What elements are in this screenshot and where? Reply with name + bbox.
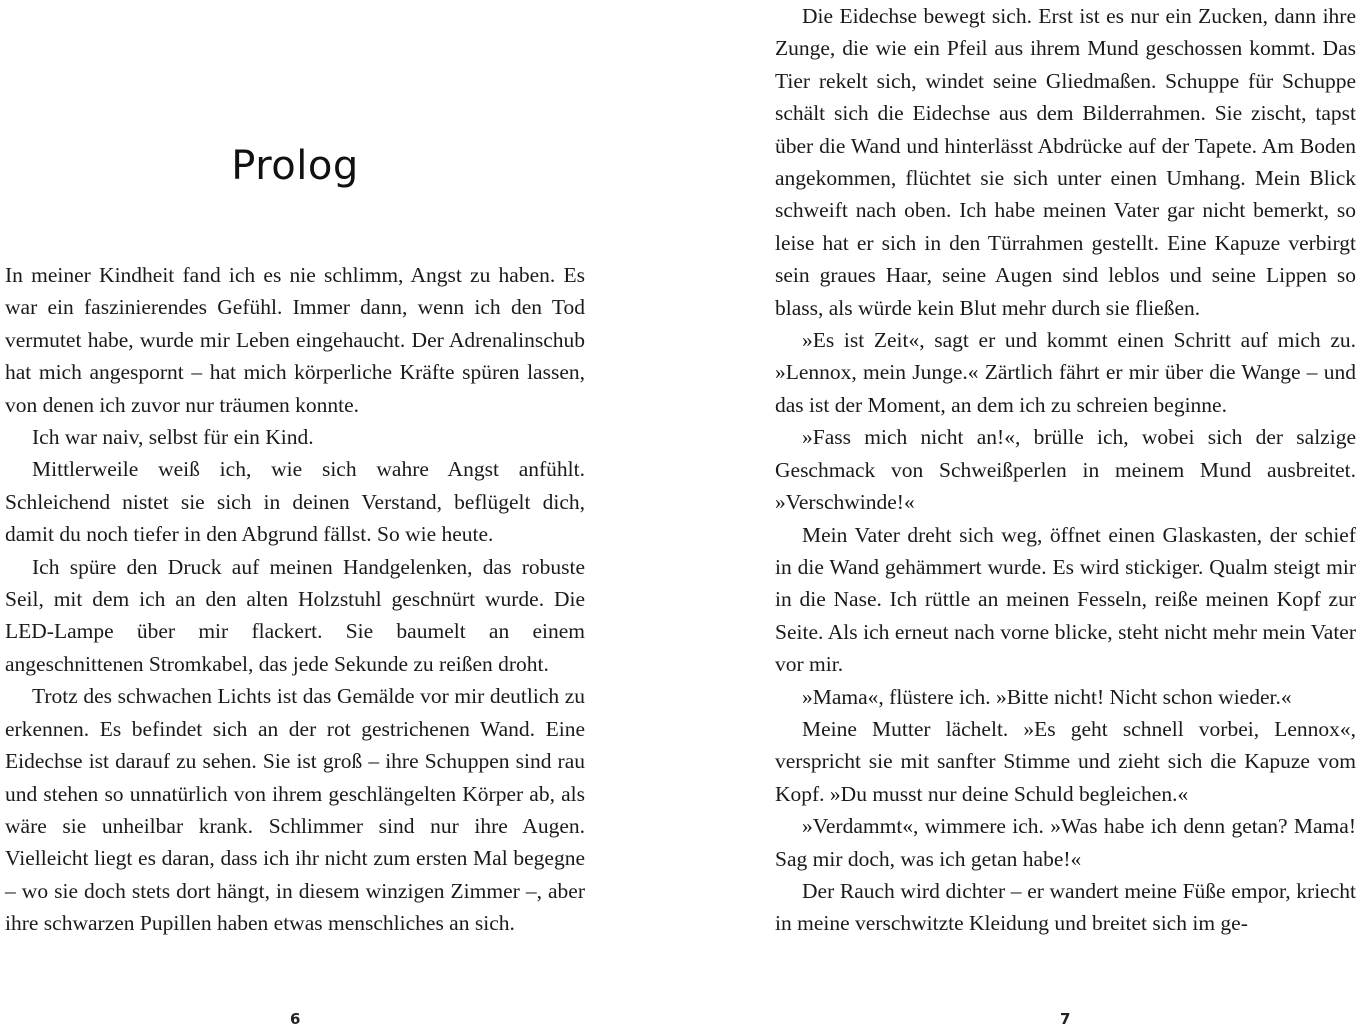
paragraph: »Mama«, flüstere ich. »Bitte nicht! Nicht schon wieder.«: [802, 684, 1292, 709]
paragraph: Ich war naiv, selbst für ein Kind.: [32, 425, 314, 450]
paragraph: Der Rauch wird dichter – er wandert meine Füße empor, kriecht in meine verschwitzte Kleidung und breitet sich im ge-: [775, 878, 1356, 936]
paragraph: »Es ist Zeit«, sagt er und kommt einen Schritt auf mich zu. »Lennox, mein Junge.« Zärtlich fährt er mir über die Wange – und das ist der Moment, an dem ich zu schreien beginne.: [775, 328, 1356, 417]
right-page: [680, 0, 1360, 1032]
paragraph: Trotz des schwachen Lichts ist das Gemälde vor mir deutlich zu erkennen. Es befindet sich an der rot gestrichenen Wand. Eine Eidechse ist darauf zu sehen. Sie ist groß – ihre Schuppen sind rau und stehen so unnatürlich von ihrem geschlängelten Körper ab, als wäre sie unheilbar krank. Schlimmer sind nur ihre Augen. Vielleicht liegt es daran, dass ich ihr nicht zum ersten Mal begegne – wo sie doch stets dort hängt, in diesem winzigen Zimmer –, aber ihre schwarzen Pupillen haben etwas menschliches an sich.: [5, 684, 585, 936]
paragraph: Ich spüre den Druck auf meinen Handgelenken, das robuste Seil, mit dem ich an den alten Holzstuhl geschnürt wurde. Die LED-Lampe über mir flackert. Sie baumelt an einem angeschnittenen Stromkabel, das jede Sekunde zu reißen droht.: [5, 554, 585, 676]
paragraph: Mein Vater dreht sich weg, öffnet einen Glaskasten, der schief in die Wand gehämmert wurde. Es wird stickiger. Qualm steigt mir in die Nase. Ich rüttle an meinen Fesseln, reiße meinen Kopf zur Seite. Als ich erneut nach vorne blicke, steht nicht mehr mein Vater vor mir.: [775, 522, 1356, 677]
paragraph: Meine Mutter lächelt. »Es geht schnell vorbei, Lennox«, verspricht sie mit sanfter Stimme und zieht sich die Kapuze vom Kopf. »Du musst nur deine Schuld begleichen.«: [775, 716, 1356, 806]
page-number: 6: [290, 1010, 301, 1028]
paragraph: In meiner Kindheit fand ich es nie schlimm, Angst zu haben. Es war ein faszinierendes Gefühl. Immer dann, wenn ich den Tod vermutet habe, wurde mir Leben eingehaucht. Der Adrenalinschub hat mich angespornt – hat mich körperliche Kräfte spüren lassen, von denen ich zuvor nur träumen konnte.: [5, 263, 585, 417]
paragraph: Die Eidechse bewegt sich. Erst ist es nur ein Zucken, dann ihre Zunge, die wie ein Pfeil aus ihrem Mund geschossen kommt. Das Tier rekelt sich, windet seine Gliedmaßen. Schuppe für Schuppe schält sich die Eidechse aus dem Bilderrahmen. Sie zischt, tapst über die Wand und hinterlässt Abdrücke auf der Tapete. Am Boden angekommen, flüchtet sie sich unter einen Umhang. Mein Blick schweift nach oben. Ich habe meinen Vater gar nicht bemerkt, so leise hat er sich in den Türrahmen gestellt. Eine Kapuze verbirgt sein graues Haar, seine Augen sind leblos und seine Lippen so blass, als würde kein Blut mehr durch sie fließen.: [775, 4, 1356, 320]
page-number: 7: [1060, 1010, 1071, 1028]
paragraph: »Verdammt«, wimmere ich. »Was habe ich denn getan? Mama! Sag mir doch, was ich getan habe!«: [775, 814, 1356, 871]
paragraph: »Fass mich nicht an!«, brülle ich, wobei sich der salzige Geschmack von Schweißperlen in meinem Mund ausbreitet. »Verschwinde!«: [775, 425, 1356, 515]
paragraph: Mittlerweile weiß ich, wie sich wahre Angst anfühlt. Schleichend nistet sie sich in deinen Verstand, beflügelt dich, damit du noch tiefer in den Abgrund fällst. So wie heute.: [5, 457, 585, 547]
chapter-title: Prolog: [231, 142, 359, 189]
right-page-text: [775, 0, 1356, 940]
left-page-text: [5, 259, 585, 940]
